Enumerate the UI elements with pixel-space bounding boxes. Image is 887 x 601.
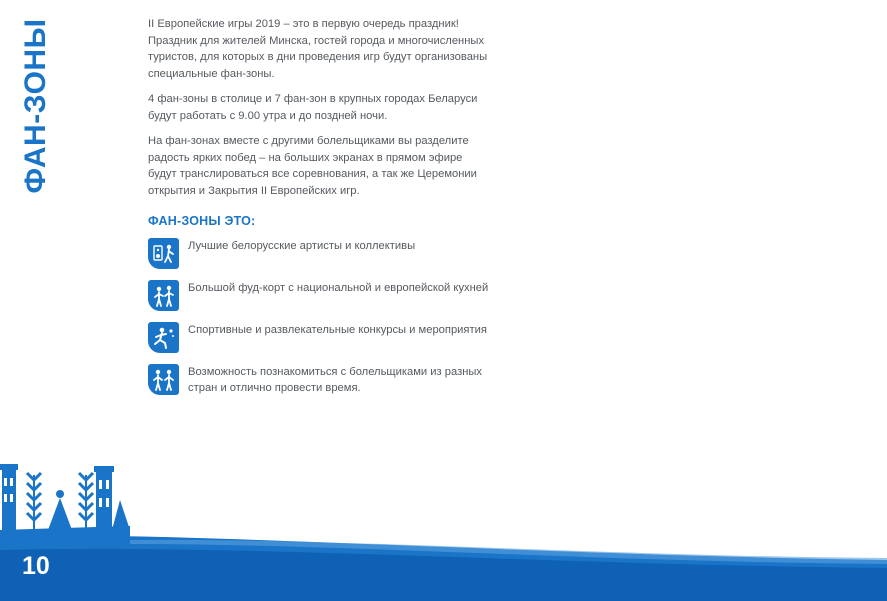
features-heading: ФАН-ЗОНЫ ЭТО: [148,214,256,228]
main-content [148,16,493,407]
vertical-section-title [16,16,56,196]
feature-item-artists [148,238,493,270]
feature-text: Большой фуд-корт с национальной и европейской кухней [188,281,489,294]
feature-text: Лучшие белорусские артисты и коллективы [188,239,416,252]
footer-decoration [0,440,887,601]
sports-contest-icon [148,322,179,353]
feature-item-fans [148,364,493,397]
fanzones-count-paragraph: 4 фан-зоны в столице и 7 фан-зон в крупных городах Беларуси будут работать с 9.00 утра и до поздней ночи. [148,93,478,122]
page-number: 10 [22,552,50,580]
feature-item-food-court [148,280,493,312]
feature-text: Спортивные и развлекательные конкурсы и мероприятия [188,323,487,336]
feature-text: Возможность познакомиться с болельщиками из разных стран и отлично провести время. [188,365,483,394]
belarusian-ornament-icon [0,464,130,540]
section-title-text: ФАН-ЗОНЫ [19,18,52,194]
feature-item-sports [148,322,493,354]
food-court-icon [148,280,179,311]
intro-paragraph: II Европейские игры 2019 – это в первую очередь праздник! Праздник для жителей Минска, гостей города и многочисленных туристов, для которых в дни проведения игр будут организованы специальные фан-зоны. [148,18,488,80]
music-artist-icon [148,238,179,269]
broadcast-paragraph: На фан-зонах вместе с другими болельщиками вы разделите радость ярких побед – на больших экранах в прямом эфире будут транслироваться все соревнования, а так же Церемонии открытия и Закрытия II Европейских игр. [148,135,477,197]
footer-wave-ornament [0,440,887,601]
fans-meeting-icon [148,364,179,395]
